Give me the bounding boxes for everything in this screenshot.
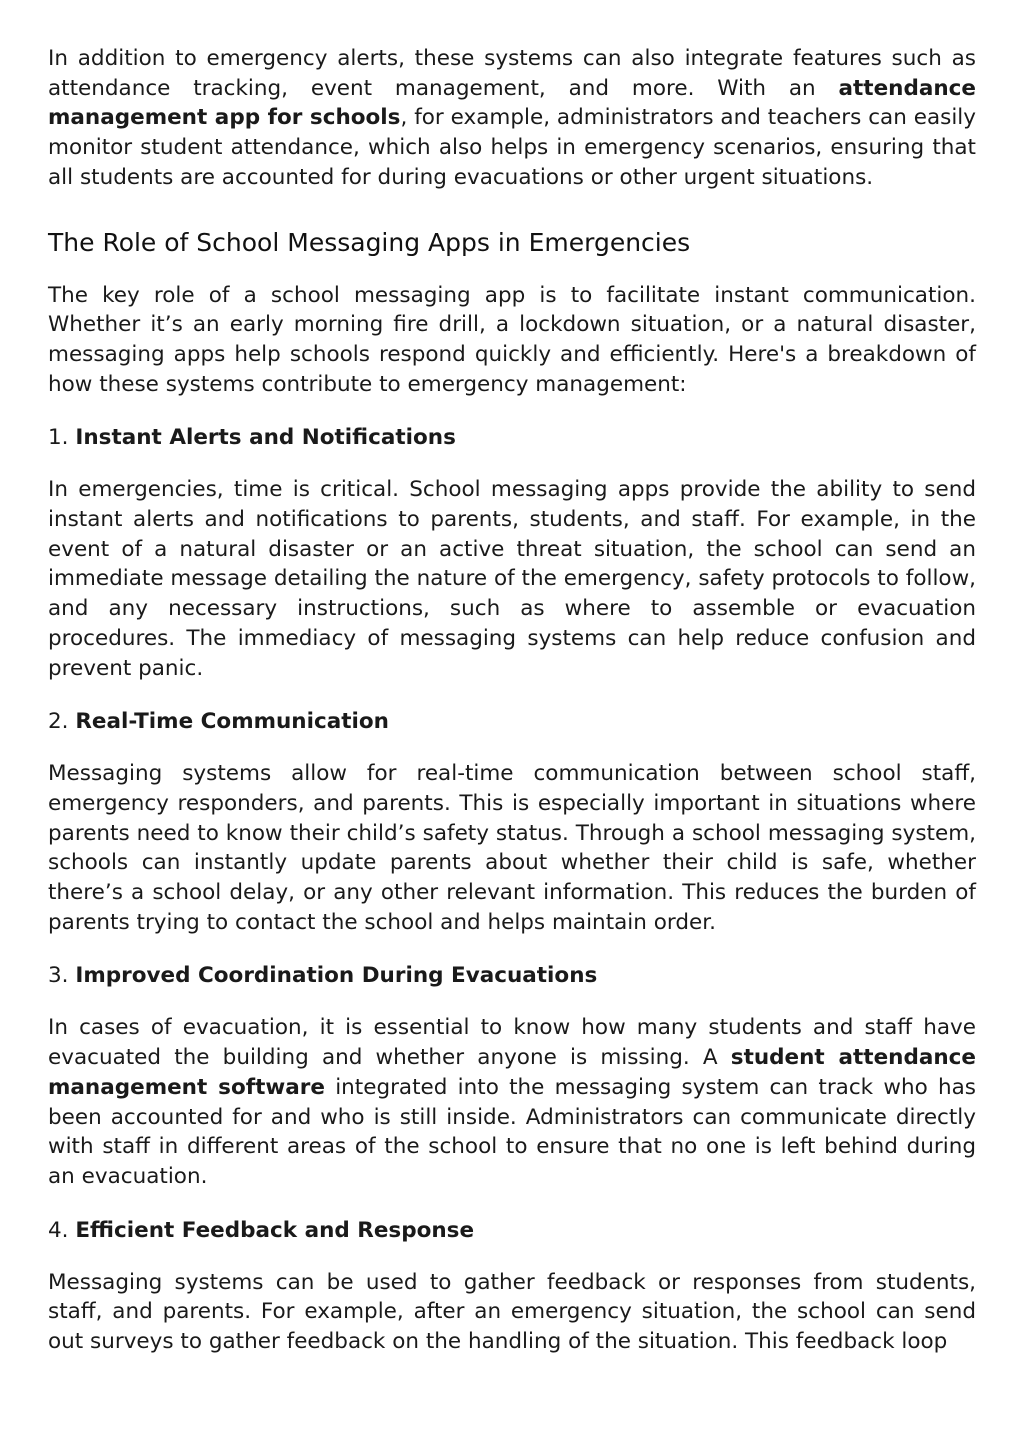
item-paragraph-3 [48, 1013, 976, 1191]
item-3-text-before: In cases of evacuation, it is essential to know how many students and staff have evacuated the building and whether anyone is missing. A [48, 1015, 976, 1071]
document-page [48, 44, 976, 1357]
item-heading-4 [48, 1216, 976, 1246]
intro-text-after: , for example, administrators and teachers can easily monitor student attendance, which also helps in emergency scenarios, ensuring that all students are accounted for during evacuations or other urgent situations. [48, 105, 976, 190]
item-number: 4. [48, 1217, 69, 1243]
item-paragraph-4: Messaging systems can be used to gather feedback or responses from students, staff, and parents. For example, after an emergency situation, the school can send out surveys to gather feedback on the handling of the situation. This feedback loop [48, 1269, 976, 1355]
item-number: 1. [48, 425, 69, 451]
item-title: Improved Coordination During Evacuations [75, 963, 598, 989]
item-heading-2 [48, 707, 976, 737]
item-title: Efficient Feedback and Response [75, 1217, 475, 1243]
item-number: 3. [48, 963, 69, 989]
attendance-app-term: attendance management app for schools [48, 75, 976, 131]
item-title: Real-Time Communication [75, 709, 389, 735]
attendance-software-term: student attendance management software [48, 1045, 976, 1100]
item-heading-1 [48, 423, 976, 453]
item-paragraph-2: Messaging systems allow for real-time communication between school staff, emergency responders, and parents. This is especially important in situations where parents need to know their child’s safety status. Through a school messaging system, schools can instantly update parents about whether their child is safe, whether there’s a school delay, or any other relevant information. This reduces the burden of parents trying to contact the school and helps maintain order. [48, 761, 976, 935]
intro-paragraph [48, 44, 976, 193]
intro-text-before: In addition to emergency alerts, these systems can also integrate features such as attendance tracking, event management, and more. With an [48, 46, 976, 101]
role-paragraph: The key role of a school messaging app is to facilitate instant communication. Whether it’s an early morning fire drill, a lockdown situation, or a natural disaster, messaging apps help schools respond quickly and efficiently. Here's a breakdown of how these systems contribute to emergency management: [48, 282, 976, 397]
section-heading: The Role of School Messaging Apps in Emergencies [48, 227, 691, 257]
item-3-text-after: integrated into the messaging system can track who has been accounted for and who is still inside. Administrators can communicate directly with staff in different areas of the school to ensure that no one is left behind during an evacuation. [48, 1074, 976, 1189]
item-number: 2. [48, 709, 69, 735]
item-paragraph-1: In emergencies, time is critical. School messaging apps provide the ability to send instant alerts and notifications to parents, students, and staff. For example, in the event of a natural disaster or an active threat situation, the school can send an immediate message detailing the nature of the emergency, safety protocols to follow, and any necessary instructions, such as where to assemble or evacuation procedures. The immediacy of messaging systems can help reduce confusion and prevent panic. [48, 477, 976, 681]
item-title: Instant Alerts and Notifications [75, 425, 456, 451]
item-heading-3 [48, 961, 976, 991]
